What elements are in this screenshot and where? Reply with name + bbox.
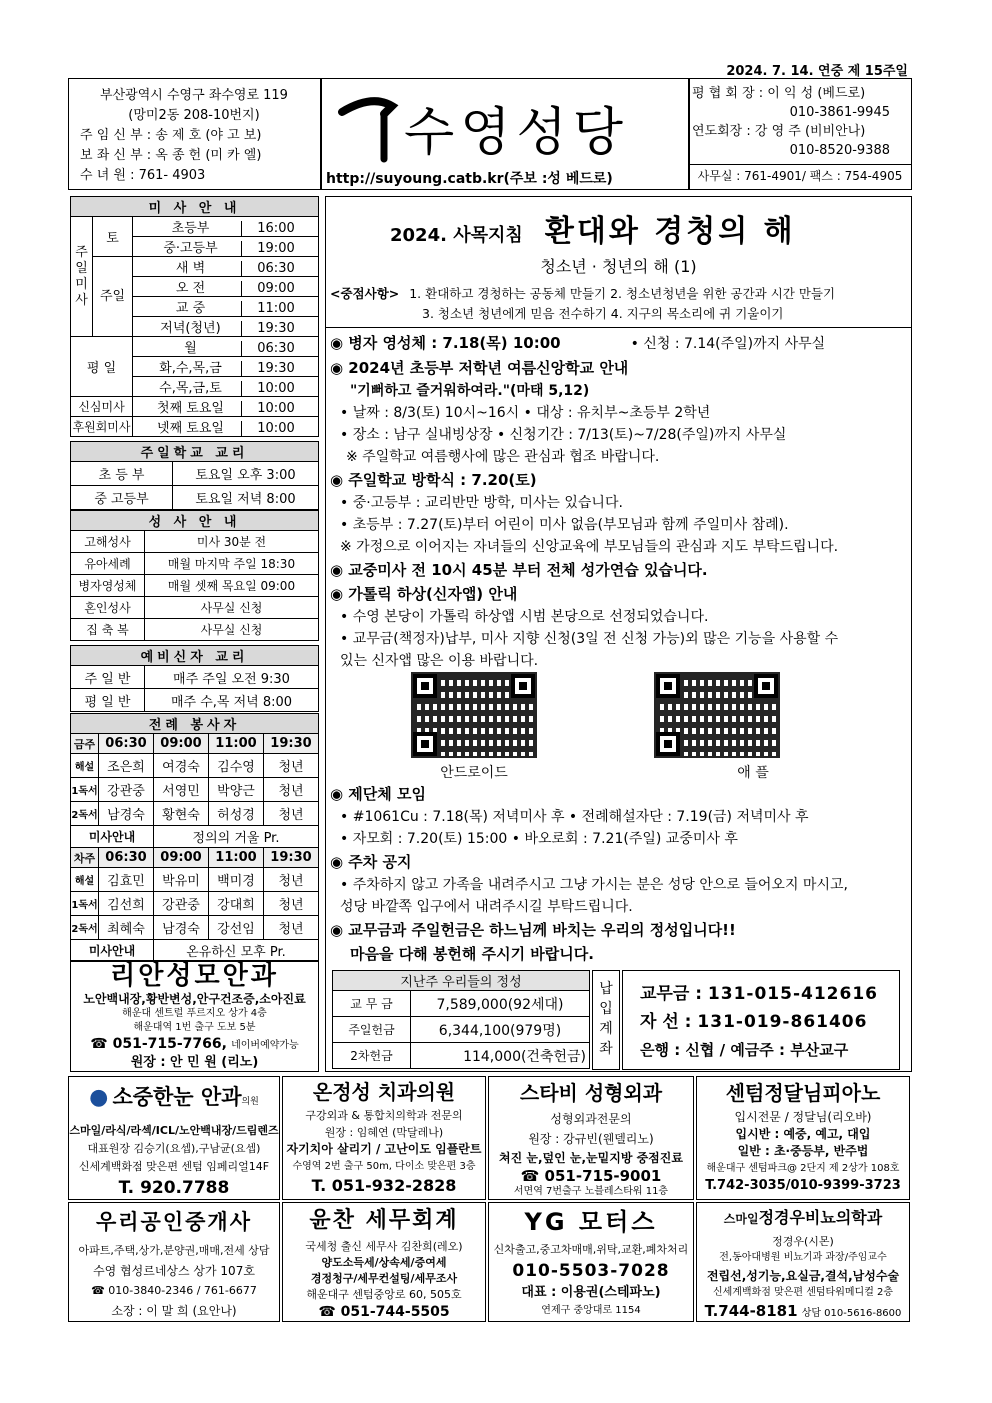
qr-apple-label: 애 플 <box>737 765 769 781</box>
sat-label: 토 <box>93 217 133 257</box>
yeondo-phone: 010-8520-9388 <box>789 143 890 158</box>
council-phone: 010-3861-9945 <box>789 105 890 120</box>
ad-motors: YG 모터스 신차출고,중고차매매,위탁,교환,폐차처리 010-5503-7028 대표 : 이용권(스테파노) 연제구 중앙대로 1154 <box>488 1202 694 1322</box>
sisters: 수 녀 원 : 761- 4903 <box>80 168 206 183</box>
ad-realestate: 우리공인중개사 아파트,주택,상가,분양권,매매,전세 상담 수영 협성르네상스 상가 107호 ☎ 010-3840-2346 / 761-6677 소장 : 이 말 희 (요안나) <box>68 1202 280 1322</box>
mass-title: 미 사 안 내 <box>71 197 319 217</box>
ad-piano: 센텀정달님피아노 입시전문 / 정달님(리오바) 입시반 : 예중, 예고, 대입 일반 : 초·중등부, 반주법 해운대구 센텀파크@ 2단지 제 2상가 108호 T.742-3035/010-9399-3723 <box>696 1076 910 1200</box>
council-president: 평 협 회 장 : 이 익 성 (베드로) <box>692 86 866 101</box>
sacrament-table: 성 사 안 내 고해성사 미사 30분 전 유아세례 매월 마지막 주일 18:30 병자영성체 매월 셋째 목요일 09:00 혼인성사 사무실 신청 집 축 복 사무실 신청 <box>70 510 319 641</box>
sunday-label: 주일미사 <box>71 217 93 337</box>
assistant-pastor: 보 좌 신 부 : 옥 종 헌 (미 카 엘) <box>80 148 262 163</box>
offering-table: 지난주 우리들의 정성 교 무 금 7,589,000(92세대) 주일헌금 6,344,100(979명) 2차헌금 114,000(건축헌금) <box>332 970 590 1069</box>
catechumen-table: 예비신자 교리 주 일 반 매주 주일 오전 9:30 평 일 반 매주 수,목 저녁 8:00 <box>70 645 319 712</box>
account-label: 납입계좌 <box>592 970 620 1070</box>
servers-table: 전례 봉사자 금주 06:30 09:00 11:00 19:30 해설 조은희 여경숙 김수영 청년 1독서 강관중 서영민 박양근 청년 2독서 남경숙 황현숙 허성경 청년 미사안내 정의의 거울 Pr. 차주 06:30 09:00 11:00 19:30 해설 김효민 박유미 백미경 청년 1독서 김선희 강관중 강대희 청년 2독서 최혜숙 남경숙 강선임 청년 미사안내 온유하신 모후 Pr. <box>70 713 319 962</box>
parish-info <box>70 86 318 186</box>
account-list: 교무금 : 131-015-412616 자 선 : 131-019-861406 은행 : 신협 / 예금주 : 부산교구 <box>640 984 878 1059</box>
notice-title: ◉ 주일학교 방학식 : 7.20(토) <box>330 471 537 489</box>
notice-title: ◉ 교중미사 전 10시 45분 부터 전체 성가연습 있습니다. <box>330 561 708 579</box>
church-logo <box>332 84 684 164</box>
eye-drop-icon: ● <box>89 1085 109 1110</box>
sun-label: 주일 <box>93 257 133 337</box>
theme-heading: 2024. 사목지침 환대와 경청의 해 <box>390 214 796 249</box>
yeondo-president: 연도회장 : 강 영 주 (비비안나) <box>692 124 866 139</box>
pastor: 주 임 신 부 : 송 제 호 (야 고 보) <box>80 128 262 143</box>
address-line: 부산광역시 수영구 좌수영로 119 <box>100 88 288 103</box>
ad-urology: 스마일정경우비뇨의학과 정경우(시몬) 전,동아대병원 비뇨기과 과장/주임교수 전립선,성기능,요실금,결석,남성수술 신세계백화점 맞은편 센텀타워메디컬 2층 T.744-8181 상담 010-5616-8600 <box>696 1202 910 1322</box>
notice-title: ◉ 가톨릭 하상(신자앱) 안내 <box>330 585 518 603</box>
notice-title: ◉ 주차 공지 <box>330 853 412 871</box>
qr-android-label: 안드로이드 <box>440 765 508 781</box>
notice-title: ◉ 제단체 모임 <box>330 785 426 803</box>
council-info <box>692 84 910 160</box>
ad-plastic-surgery: 스타비 성형외과 성형외과전문의 원장 : 강규빈(웬델리노) 쳐진 눈,덮인 눈,눈밑지방 중점진료 ☎ 051-715-9001 서면역 7번출구 노블레스타워 11층 <box>488 1076 694 1200</box>
ad-eye-clinic: 리안성모안과 노안백내장,황반변성,안구건조증,소아진료 해운대 센트럴 푸르지오 상가 4층 해운대역 1번 출구 도보 5분 ☎ 051-715-7766, 네이버예약가능 원장 : 안 민 원 (리노) <box>70 960 319 1072</box>
notice-title: ◉ 교무금과 주일헌금은 하느님께 바치는 우리의 정성입니다!! <box>330 921 736 939</box>
ad-dental: 온정성 치과의원 구강외과 & 통합치의학과 전문의 원장 : 임혜연 (막달레나) 자기치아 살리기 / 고난이도 임플란트 수영역 2번 출구 50m, 다이소 맞은편 3층 T. 051-932-2828 <box>282 1076 486 1200</box>
notice-list: ◉ 병자 영성체 : 7.18(목) 10:00 • 신청 : 7.14(주일)까지 사무실 ◉ 2024년 초등부 저학년 여름신앙학교 안내 "기뻐하고 즐거워하여라."(마태 5,12) • 날짜 : 8/3(토) 10시~16시 • 대상 : 유치부~초등부 2학년 • 장소 : 남구 실내빙상장 • 신청기간 : 7/13(토)~7/28(주일)까지 사무실 ※ 주일학교 여름행사에 많은 관심과 협조 바랍니다. ◉ 주일학교 방학식 : 7.20(토) • 중·고등부 : 교리반만 방학, 미사는 있습니다. • 초등부 : 7.27(토)부터 어린이 미사 없음(부모님과 함께 주일미사 참례). ※ 가정으로 이어지는 자녀들의 신앙교육에 부모님들의 관심과 지도 부탁드립니다. ◉ 교중미사 전 10시 45분 부터 전체 성가연습 있습니다. ◉ 가톨릭 하상(신자앱) 안내 • 수영 본당이 가톨릭 하상앱 시범 본당으로 선정되었습니다. • 교무금(책정자)납부, 미사 지향 신청(3일 전 신청 가능)외 많은 기능을 사용할 수 있는 신자앱 많은 이용 바랍니다. <box>330 331 905 672</box>
notice-list-2: ◉ 제단체 모임 • #1061Cu : 7.18(목) 저녁미사 후 • 전례해설자단 : 7.19(금) 저녁미사 후 • 자모회 : 7.20(토) 15:00 • 바오로회 : 7.21(주일) 교중미사 후 ◉ 주차 공지 • 주차하지 않고 가족을 내려주시고 그냥 가시는 분은 성당 안으로 들어오지 마시고, 성당 바깥쪽 입구에서 내려주시길 부탁드립니다. ◉ 교무금과 주일헌금은 하느님께 바치는 우리의 정성입니다!! 마음을 다해 봉헌해 주시기 바랍니다. <box>330 782 905 966</box>
school-table: 주일학교 교리 초 등 부 토요일 오후 3:00 중 고등부 토요일 저녁 8:00 <box>70 441 319 510</box>
logo-text: 수영성당 <box>404 103 629 163</box>
notice-title: ◉ 2024년 초등부 저학년 여름신앙학교 안내 <box>330 359 629 377</box>
focus-points: <중점사항> 1. 환대하고 경청하는 공동체 만들기 2. 청소년청년을 위한 공간과 시간 만들기 3. 청소년 청년에게 믿음 전수하기 4. 지구의 목소리에 귀 기울이기 <box>330 286 836 321</box>
mass-table: 미 사 안 내 주일미사 토 초등부 16:00 중·고등부 19:00 주일 새 벽 06:30 오 전 09:00 교 중 11:00 저녁(청년) 19:30 평 일 월 06:30 화,수,목,금 19:30 수,목,금,토 10:00 신심미사 첫째 토요일 10:00 후원회미사 넷째 토요일 10:00 <box>70 196 319 437</box>
address-line: (망미2동 208-10번지) <box>128 108 260 123</box>
issue-date: 2024. 7. 14. 연중 제 15주일 <box>726 64 908 79</box>
office-contact: 사무실 : 761-4901/ 팩스 : 754-4905 <box>697 169 903 183</box>
weekday-label: 평 일 <box>71 337 133 397</box>
website-url[interactable]: http://suyoung.catb.kr(주보 :성 베드로) <box>326 171 613 187</box>
ad-tax-accounting: 윤찬 세무회계 국세청 출신 세무사 김찬희(레오) 양도소득세/상속세/증여세 경정청구/세무컨설팅/세무조사 해운대구 센텀중앙로 60, 505호 ☎ 051-744-5505 <box>282 1202 486 1322</box>
ad-sojunghannun: ● 소중한눈 안과의원 스마일/라식/라섹/ICL/노안백내장/드림렌즈 대표원장 김승기(요셉),구남균(요셉) 신세계백화점 맞은편 센텀 임페리얼14F T. 920.7788 <box>68 1076 280 1200</box>
theme-sub: 청소년 · 청년의 해 (1) <box>540 257 697 276</box>
notice-title: ◉ 병자 영성체 : 7.18(목) 10:00 <box>330 334 561 352</box>
